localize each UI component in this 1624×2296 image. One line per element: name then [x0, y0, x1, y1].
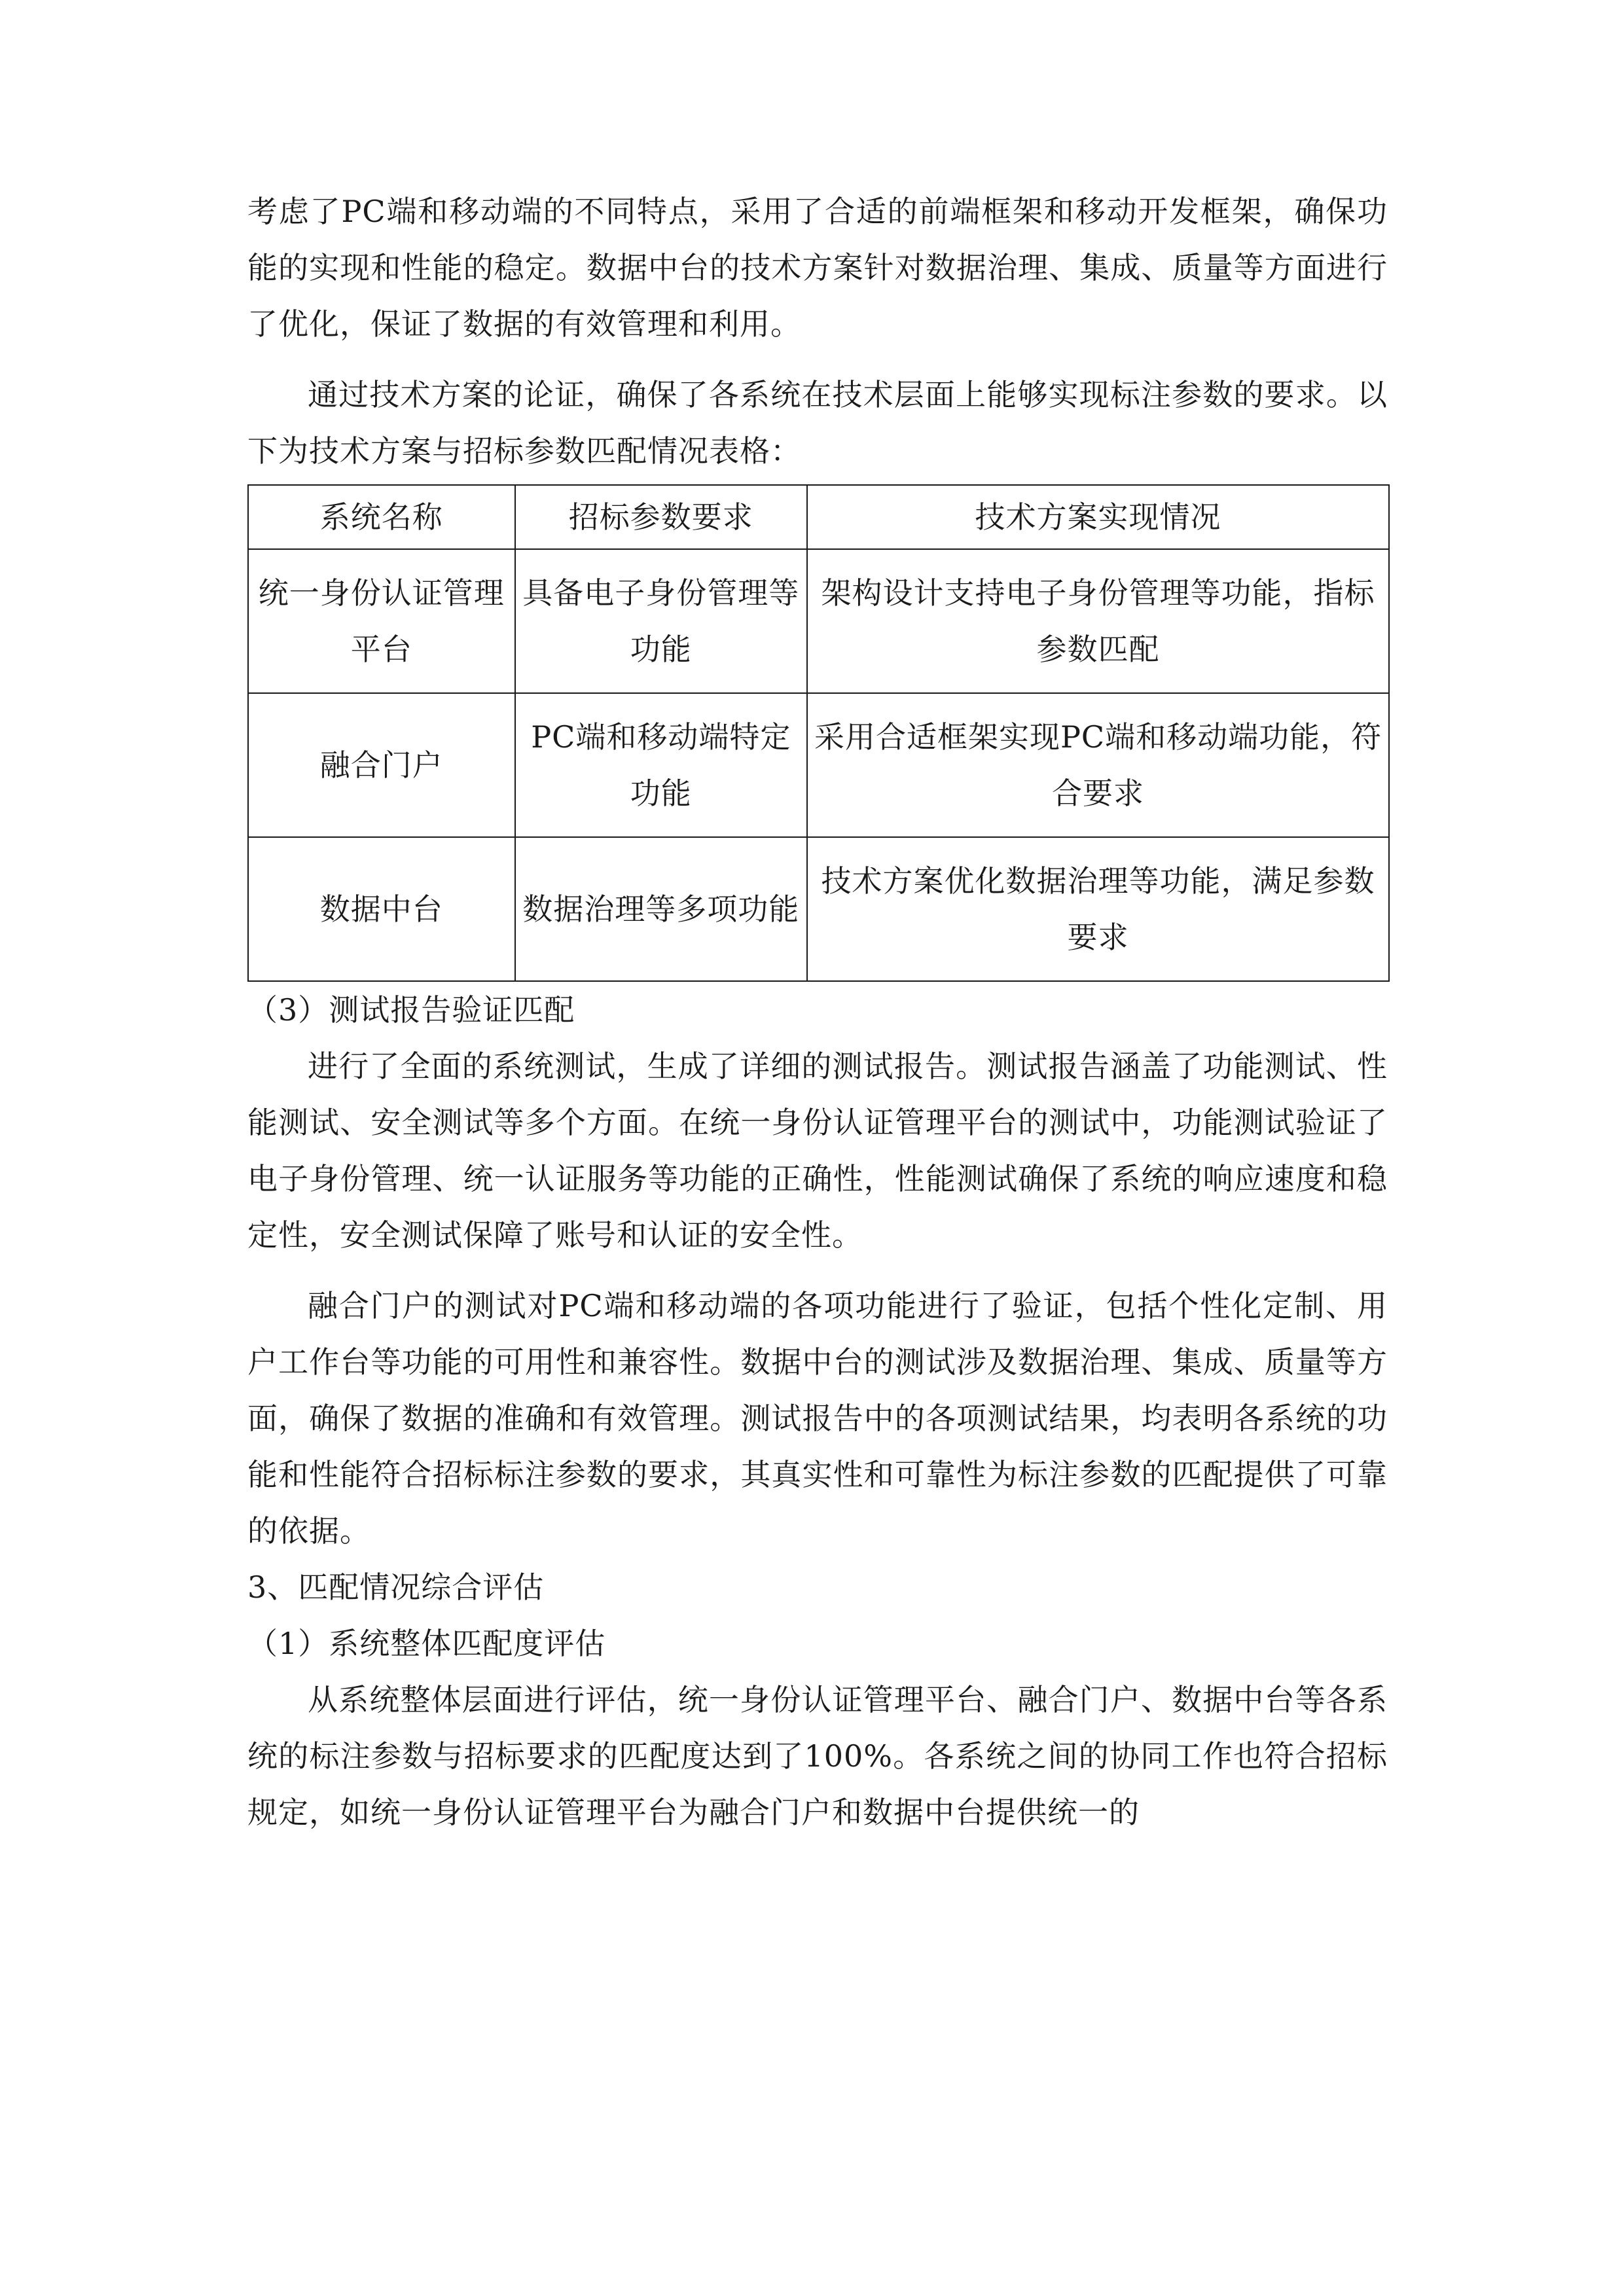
table-cell-implementation: 技术方案优化数据治理等功能，满足参数要求	[807, 837, 1389, 981]
table-header-row	[248, 485, 1389, 549]
table-cell-implementation: 架构设计支持电子身份管理等功能，指标参数匹配	[807, 549, 1389, 693]
section-heading-evaluation: 3、匹配情况综合评估	[247, 1570, 545, 1605]
table-cell-system: 统一身份认证管理平台	[248, 549, 515, 693]
header-bid-requirement: 招标参数要求	[515, 485, 808, 549]
table-cell-requirement: 具备电子身份管理等功能	[515, 549, 808, 693]
table-row	[248, 549, 1389, 693]
section-heading-test-report: （3）测试报告验证匹配	[247, 992, 575, 1028]
parameter-match-table	[247, 484, 1390, 982]
table-cell-system: 数据中台	[248, 837, 515, 981]
paragraph-overall-match: 从系统整体层面进行评估，统一身份认证管理平台、融合门户、数据中台等各系统的标注参数与招标要求的匹配度达到了100%。各系统之间的协同工作也符合招标规定，如统一身份认证管理平台为融合门户和数据中台提供统一的	[247, 1682, 1388, 1830]
header-system-name: 系统名称	[248, 485, 515, 549]
table-row	[248, 693, 1389, 837]
table-row	[248, 837, 1389, 981]
paragraph-test-report: 进行了全面的系统测试，生成了详细的测试报告。测试报告涵盖了功能测试、性能测试、安全测试等多个方面。在统一身份认证管理平台的测试中，功能测试验证了电子身份管理、统一认证服务等功能的正确性，性能测试确保了系统的响应速度和稳定性，安全测试保障了账号和认证的安全性。	[247, 1049, 1388, 1253]
subsection-heading-overall-match: （1）系统整体匹配度评估	[247, 1626, 606, 1661]
paragraph-frameworks: 考虑了PC端和移动端的不同特点，采用了合适的前端框架和移动开发框架，确保功能的实现和性能的稳定。数据中台的技术方案针对数据治理、集成、质量等方面进行了优化，保证了数据的有效管理和利用。	[247, 194, 1388, 342]
document-page	[247, 183, 1388, 1840]
table-cell-requirement: 数据治理等多项功能	[515, 837, 808, 981]
table-cell-implementation: 采用合适框架实现PC端和移动端功能，符合要求	[807, 693, 1389, 837]
table-cell-system: 融合门户	[248, 693, 515, 837]
paragraph-portal-test: 融合门户的测试对PC端和移动端的各项功能进行了验证，包括个性化定制、用户工作台等功能的可用性和兼容性。数据中台的测试涉及数据治理、集成、质量等方面，确保了数据的准确和有效管理。测试报告中的各项测试结果，均表明各系统的功能和性能符合招标标注参数的要求，其真实性和可靠性为标注参数的匹配提供了可靠的依据。	[247, 1288, 1388, 1549]
table-cell-requirement: PC端和移动端特定功能	[515, 693, 808, 837]
paragraph-tech-proof: 通过技术方案的论证，确保了各系统在技术层面上能够实现标注参数的要求。以下为技术方案与招标参数匹配情况表格：	[247, 377, 1388, 469]
header-tech-implementation: 技术方案实现情况	[807, 485, 1389, 549]
